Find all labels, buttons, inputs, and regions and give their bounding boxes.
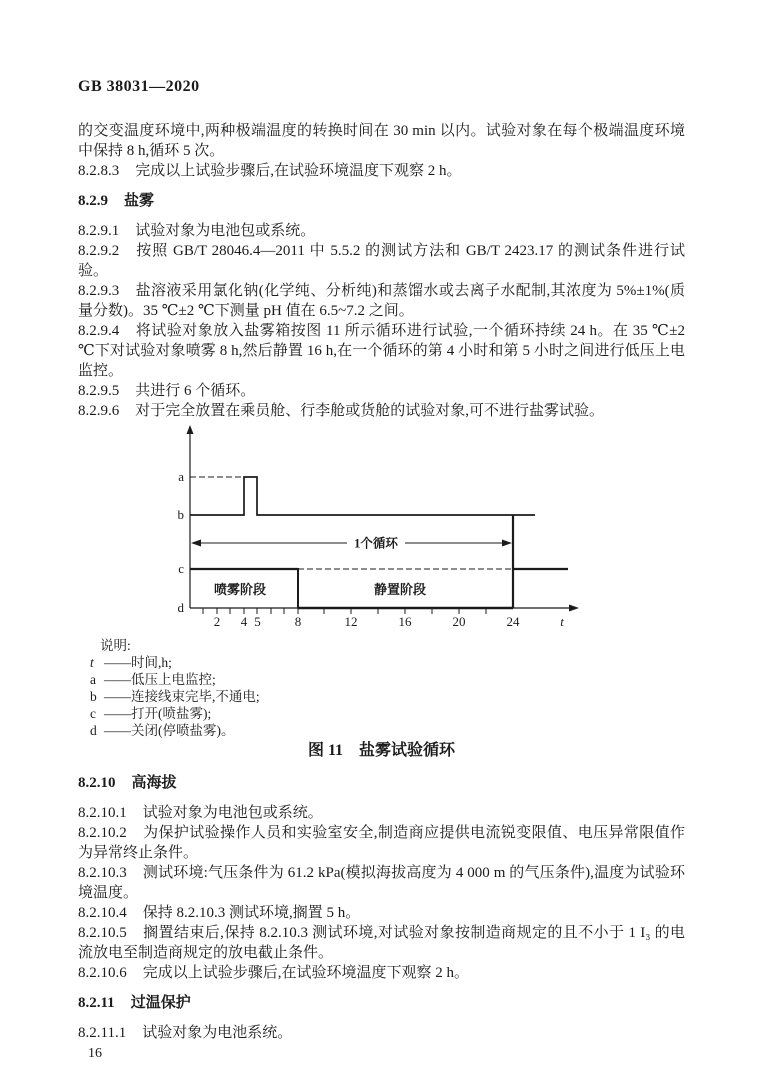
paragraph-continuation <box>78 121 685 161</box>
section-number: 8.2.9 <box>78 193 108 209</box>
clause-8.2.11.1 <box>78 1023 685 1043</box>
clause-text: 按照 GB/T 28046.4—2011 中 5.5.2 的测试方法和 GB/T 2423.17 的测试条件进行试验。 <box>78 243 685 279</box>
clause-text: 保持 8.2.10.3 测试环境,搁置 5 h。 <box>142 905 361 921</box>
cycle-arrow-right-icon <box>502 540 512 547</box>
clause-number: 8.2.8.3 <box>78 163 120 179</box>
legend-text: ——打开(喷盐雾); <box>104 706 212 721</box>
clause-8.2.9.6 <box>78 401 685 421</box>
clause-number: 8.2.9.2 <box>78 243 120 259</box>
clause-8.2.8.3 <box>78 161 685 181</box>
x-axis-arrow-icon <box>569 605 579 612</box>
clause-number: 8.2.9.1 <box>78 223 120 239</box>
clause-number: 8.2.10.3 <box>78 865 127 881</box>
clause-8.2.10.1 <box>78 803 685 823</box>
clause-number: 8.2.9.3 <box>78 283 120 299</box>
x-tick-label: 12 <box>344 614 358 629</box>
rest-phase-label: 静置阶段 <box>373 582 427 597</box>
clause-8.2.10.4 <box>78 903 685 923</box>
x-tick-label: 2 <box>213 614 221 629</box>
clause-8.2.9.4 <box>78 321 685 381</box>
clause-number: 8.2.10.1 <box>78 805 127 821</box>
cycle-arrow-left-icon <box>191 540 201 547</box>
figure-11-salt-spray-cycle <box>78 421 685 637</box>
level-label-a: a <box>178 469 184 484</box>
clause-text: 完成以上试验步骤后,在试验环境温度下观察 2 h。 <box>142 965 470 981</box>
clause-8.2.9.2 <box>78 241 685 281</box>
clause-8.2.9.1 <box>78 221 685 241</box>
x-tick-label: 16 <box>398 614 412 629</box>
legend-symbol: d <box>90 723 97 738</box>
figure-caption: 图 11 盐雾试验循环 <box>307 742 456 759</box>
x-tick-label: 24 <box>506 614 520 629</box>
clause-8.2.10.6 <box>78 963 685 983</box>
clause-text: 盐溶液采用氯化钠(化学纯、分析纯)和蒸馏水或去离子水配制,其浓度为 5%±1%(质量分数)。35 ℃±2 ℃下测量 pH 值在 6.5~7.2 之间。 <box>78 283 685 319</box>
spray-phase-label: 喷雾阶段 <box>213 582 267 597</box>
clause-number: 8.2.9.6 <box>78 403 120 419</box>
level-label-b: b <box>177 507 184 522</box>
clause-text: 试验对象为电池包或系统。 <box>142 805 323 821</box>
clause-number: 8.2.9.4 <box>78 323 120 339</box>
legend-title: 说明: <box>100 638 131 653</box>
section-heading-8.2.9 <box>78 191 685 211</box>
clause-text: 测试环境:气压条件为 61.2 kPa(模拟海拔高度为 4 000 m 的气压条件),温度为试验环境温度。 <box>78 865 685 901</box>
clause-text: 试验对象为电池包或系统。 <box>135 223 316 239</box>
section-heading-8.2.11 <box>78 993 685 1013</box>
clause-text: 将试验对象放入盐雾箱按图 11 所示循环进行试验,一个循环持续 24 h。在 35 ℃±2 ℃下对试验对象喷雾 8 h,然后静置 16 h,在一个循环的第 4 小时和第 5 小时之间进行低压上电监控。 <box>78 323 685 379</box>
section-title: 过温保护 <box>130 995 191 1011</box>
section-title: 高海拔 <box>131 775 177 791</box>
legend-text: ——时间,h; <box>104 655 172 670</box>
legend-item-d <box>78 722 685 739</box>
legend-item-a <box>78 671 685 688</box>
legend-text: ——低压上电监控; <box>104 672 216 687</box>
section-heading-8.2.10 <box>78 773 685 793</box>
clause-8.2.10.3 <box>78 863 685 903</box>
level-label-c: c <box>178 561 184 576</box>
clause-number: 8.2.11.1 <box>78 1025 127 1041</box>
clause-number: 8.2.10.5 <box>78 925 127 941</box>
x-tick-label: 4 <box>240 614 248 629</box>
clause-text: 对于完全放置在乘员舱、行李舱或货舱的试验对象,可不进行盐雾试验。 <box>135 403 605 419</box>
salt-spray-cycle-diagram <box>150 423 620 635</box>
legend-symbol: t <box>90 655 94 670</box>
clause-text: 共进行 6 个循环。 <box>135 383 256 399</box>
voltage-monitor-waveform <box>190 477 535 515</box>
page-number: 16 <box>88 1046 102 1061</box>
clause-text: 为保护试验操作人员和实验室安全,制造商应提供电流锐变限值、电压异常限值作为异常终止条件。 <box>78 825 685 861</box>
x-tick-label: 20 <box>452 614 466 629</box>
clause-number: 8.2.10.4 <box>78 905 127 921</box>
clause-text: 完成以上试验步骤后,在试验环境温度下观察 2 h。 <box>135 163 462 179</box>
legend-item-b <box>78 688 685 705</box>
section-number: 8.2.11 <box>78 995 115 1011</box>
clause-number: 8.2.10.6 <box>78 965 127 981</box>
paragraph-text: 的交变温度环境中,两种极端温度的转换时间在 30 min 以内。试验对象在每个极端温度环境中保持 8 h,循环 5 次。 <box>78 123 685 159</box>
legend-text: ——关闭(停喷盐雾)。 <box>104 723 235 738</box>
figure-legend <box>78 637 685 739</box>
clause-8.2.9.3 <box>78 281 685 321</box>
y-axis-arrow-icon <box>187 425 194 434</box>
x-tick-label: 5 <box>254 614 261 629</box>
legend-symbol: a <box>90 672 96 687</box>
section-number: 8.2.10 <box>78 775 116 791</box>
level-label-d: d <box>177 600 184 615</box>
x-tick-label: 8 <box>294 614 302 629</box>
clause-8.2.9.5 <box>78 381 685 401</box>
cycle-label: 1个循环 <box>354 536 398 551</box>
legend-text: ——连接线束完毕,不通电; <box>104 689 260 704</box>
legend-item-t <box>78 654 685 671</box>
clause-8.2.10.5 <box>78 923 685 963</box>
clause-text: 试验对象为电池系统。 <box>142 1025 293 1041</box>
legend-symbol: c <box>90 706 96 721</box>
clause-text: 搁置结束后,保持 8.2.10.3 测试环境,对试验对象按制造商规定的且不小于 1 I₃ 的电流放电至制造商规定的放电截止条件。 <box>78 925 685 961</box>
x-axis-symbol: t <box>560 614 564 629</box>
section-title: 盐雾 <box>124 193 155 209</box>
standard-number-header: GB 38031—2020 <box>78 78 200 95</box>
clause-8.2.10.2 <box>78 823 685 863</box>
legend-item-c <box>78 705 685 722</box>
clause-number: 8.2.10.2 <box>78 825 127 841</box>
clause-number: 8.2.9.5 <box>78 383 120 399</box>
legend-symbol: b <box>90 689 97 704</box>
